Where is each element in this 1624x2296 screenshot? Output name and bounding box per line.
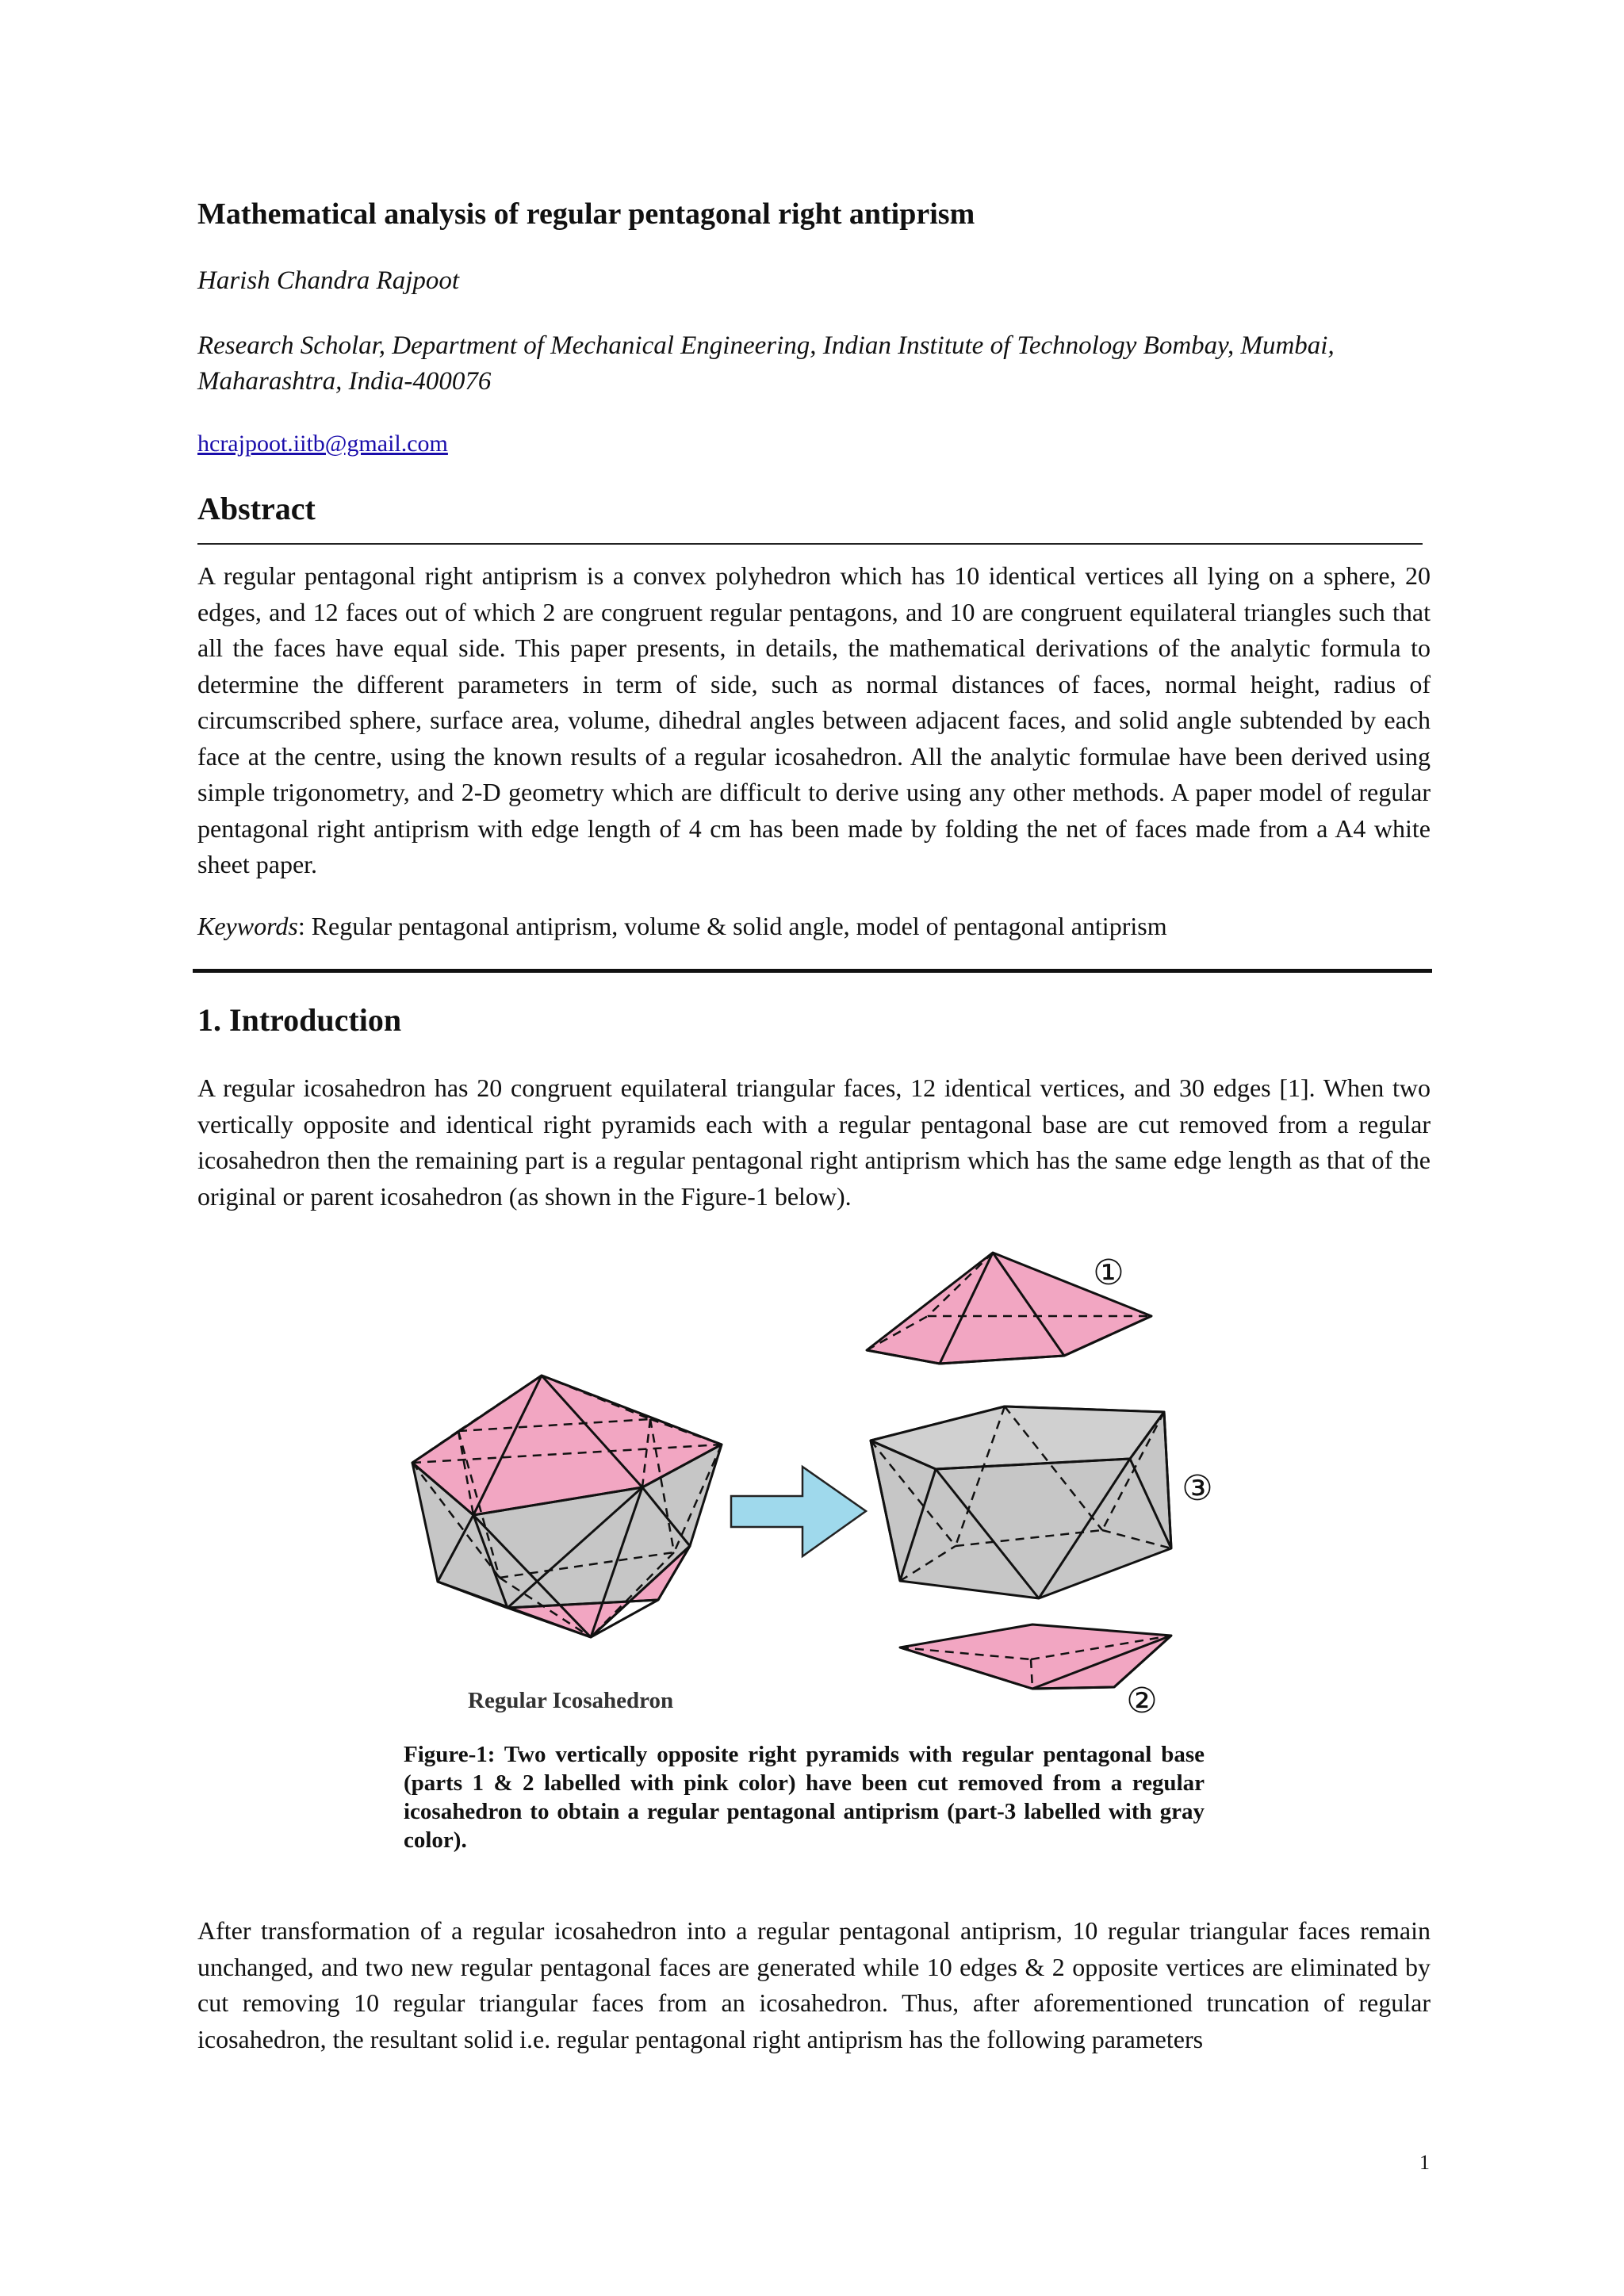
abstract-heading: Abstract xyxy=(197,491,316,526)
part-3-label: ③ xyxy=(1182,1468,1213,1509)
part-2-label: ② xyxy=(1126,1681,1158,1721)
part-2-bottom-pyramid xyxy=(900,1624,1171,1689)
paper-title: Mathematical analysis of regular pentagonal right antiprism xyxy=(197,197,975,231)
abstract-text: A regular pentagonal right antiprism is a convex polyhedron which has 10 identical vertices all lying on a sphere, 20 edges, and 12 faces out of which 2 are congruent regular pentagons, and 10 are congruent equilateral triangles such that all the faces have equal side. This paper presents, in details, the mathematical derivations of the analytic formula to determine the different parameters in term of side, such as normal distances of faces, normal height, radius of circumscribed sphere, surface area, volume, dihedral angles between adjacent faces, and solid angle subtended by each face at the centre, using the known results of a regular icosahedron. All the analytic formulae have been derived using simple trigonometry, and 2-D geometry which are difficult to derive using any other methods. A paper model of regular pentagonal right antiprism with edge length of 4 cm has been made by folding the net of faces made from a A4 white sheet paper. xyxy=(197,561,1431,878)
part-2-fill xyxy=(900,1624,1171,1689)
keywords-label: Keywords xyxy=(197,912,298,940)
transform-arrow-icon xyxy=(731,1467,866,1556)
page-number: 1 xyxy=(1419,2151,1430,2174)
introduction-heading: 1. Introduction xyxy=(197,1002,402,1038)
icosahedron-diagram xyxy=(412,1376,722,1637)
part-1-label: ① xyxy=(1093,1253,1124,1293)
introduction-continuation-text: After transformation of a regular icosahedron into a regular pentagonal antiprism, 10 regular triangular faces remain unchanged, and two new regular pentagonal faces are generated while 10 edges & 2 opposite vertices are eliminated by cut removing 10 regular triangular faces from an icosahedron. Thus, after aforementioned truncation of regular icosahedron, the resultant solid i.e. regular pentagonal right antiprism has the following parameters xyxy=(197,1916,1431,2053)
author-affiliation: Research Scholar, Department of Mechanical Engineering, Indian Institute of Technology Bombay, Mumbai, Maharashtra, India-400076 xyxy=(197,331,1335,396)
keywords-list: : Regular pentagonal antiprism, volume & solid angle, model of pentagonal antiprism xyxy=(297,912,1167,940)
icosahedron-label: Regular Icosahedron xyxy=(468,1688,674,1713)
part-3-antiprism xyxy=(871,1406,1171,1598)
author-email-link[interactable]: hcrajpoot.iitb@gmail.com xyxy=(197,430,448,457)
figure-1-caption: Figure-1: Two vertically opposite right pyramids with regular pentagonal base (parts 1 & 2 labelled with pink color) have been cut removed from a regular icosahedron to obtain a regular pentagonal antiprism (part-3 labelled with gray color). xyxy=(404,1742,1205,1853)
author-name: Harish Chandra Rajpoot xyxy=(197,266,460,295)
introduction-text: A regular icosahedron has 20 congruent equilateral triangular faces, 12 identical vertices, and 30 edges [1]. When two vertically opposite and identical right pyramids each with a regular pentagonal base are cut removed from a regular icosahedron then the remaining part is a regular pentagonal right antiprism which has the same edge length as that of the original or parent icosahedron (as shown in the Figure-1 below). xyxy=(197,1073,1431,1211)
